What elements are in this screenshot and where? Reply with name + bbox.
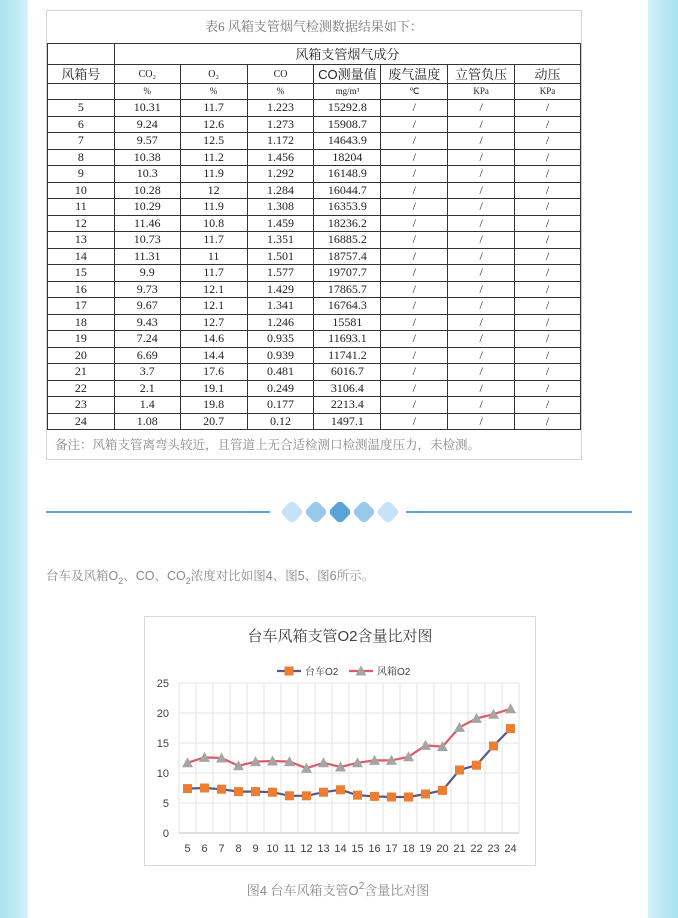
data-point bbox=[336, 785, 345, 794]
chart-title: 台车风箱支管O2含量比对图 bbox=[247, 628, 433, 645]
table-cell: 0.481 bbox=[247, 364, 314, 381]
table-row bbox=[48, 413, 581, 430]
table-cell: 10 bbox=[48, 182, 115, 199]
table-cell: 17865.7 bbox=[314, 281, 381, 298]
table-cell: / bbox=[448, 116, 515, 133]
right-decorative-border bbox=[648, 0, 678, 918]
table-cell: 20 bbox=[48, 347, 115, 364]
table-cell: 7 bbox=[48, 133, 115, 150]
divider-dot bbox=[280, 500, 304, 524]
unit-cell: % bbox=[247, 84, 314, 100]
table-cell: / bbox=[381, 380, 448, 397]
table-row bbox=[48, 281, 581, 298]
table-cell: / bbox=[515, 265, 581, 282]
table-cell: 11.9 bbox=[180, 199, 247, 216]
table-cell: 9.9 bbox=[114, 265, 180, 282]
unit-cell: ℃ bbox=[381, 84, 448, 100]
x-tick-label: 12 bbox=[300, 843, 313, 855]
table-cell: 0.249 bbox=[247, 380, 314, 397]
table-caption: 表6 风箱支管烟气检测数据结果如下： bbox=[205, 19, 423, 34]
x-tick-label: 24 bbox=[504, 843, 517, 855]
table-cell: 12.1 bbox=[180, 281, 247, 298]
data-table-container bbox=[46, 10, 582, 460]
table-cell: / bbox=[515, 364, 581, 381]
unit-cell: % bbox=[180, 84, 247, 100]
table-cell: 2.1 bbox=[114, 380, 180, 397]
table-cell: / bbox=[448, 149, 515, 166]
table-cell: / bbox=[381, 100, 448, 117]
x-tick-label: 8 bbox=[235, 843, 242, 855]
x-tick-label: 6 bbox=[201, 843, 208, 855]
table-cell: 0.939 bbox=[247, 347, 314, 364]
table-corner-cell bbox=[48, 44, 115, 65]
table-row bbox=[48, 265, 581, 282]
x-tick-label: 20 bbox=[436, 843, 449, 855]
table-cell: 7.24 bbox=[114, 331, 180, 348]
x-tick-label: 14 bbox=[334, 843, 347, 855]
unit-cell: % bbox=[114, 84, 180, 100]
data-point bbox=[302, 791, 311, 800]
table-cell: 18204 bbox=[314, 149, 381, 166]
y-tick-label: 10 bbox=[156, 768, 169, 780]
table-cell: 11 bbox=[180, 248, 247, 265]
table-cell: 20.7 bbox=[180, 413, 247, 430]
table-row bbox=[48, 116, 581, 133]
table-cell: 17 bbox=[48, 298, 115, 315]
table-cell: / bbox=[448, 397, 515, 414]
intro-subscript: 2 bbox=[185, 576, 191, 586]
table-row bbox=[48, 397, 581, 414]
table-cell: 11.7 bbox=[180, 232, 247, 249]
data-point bbox=[200, 784, 209, 793]
table-cell: / bbox=[448, 265, 515, 282]
figure-caption-text: 图4 台车风箱支管O bbox=[246, 883, 359, 898]
table-cell: 1.292 bbox=[247, 166, 314, 183]
col-header: CO₂ bbox=[114, 65, 180, 84]
table-cell: 10.29 bbox=[114, 199, 180, 216]
table-cell: / bbox=[515, 100, 581, 117]
table-cell: 9 bbox=[48, 166, 115, 183]
legend-marker bbox=[285, 667, 294, 676]
table-cell: 2213.4 bbox=[314, 397, 381, 414]
divider-dot bbox=[376, 500, 400, 524]
table-cell: 11.7 bbox=[180, 100, 247, 117]
table-note: 备注：风箱支管离弯头较近，且管道上无合适检测口检测温度压力，未检测。 bbox=[55, 438, 481, 452]
table-cell: / bbox=[381, 133, 448, 150]
table-cell: / bbox=[448, 413, 515, 430]
intro-text: 台车及风箱O bbox=[46, 569, 119, 583]
figure-caption-superscript: 2 bbox=[358, 881, 365, 892]
x-tick-label: 9 bbox=[252, 843, 259, 855]
col-header: CO测量值 bbox=[314, 65, 381, 84]
divider-dot bbox=[304, 500, 328, 524]
data-point bbox=[454, 722, 465, 732]
table-cell: 11741.2 bbox=[314, 347, 381, 364]
table-cell: / bbox=[381, 116, 448, 133]
table-row bbox=[48, 347, 581, 364]
table-cell: / bbox=[448, 232, 515, 249]
table-cell: 12 bbox=[180, 182, 247, 199]
table-cell: 16148.9 bbox=[314, 166, 381, 183]
table-cell: / bbox=[515, 281, 581, 298]
legend-label: 台车O2 bbox=[305, 667, 339, 678]
table-cell: / bbox=[515, 182, 581, 199]
table-row bbox=[48, 133, 581, 150]
table-row bbox=[48, 248, 581, 265]
data-point bbox=[455, 766, 464, 775]
table-cell: / bbox=[448, 215, 515, 232]
table-cell: / bbox=[448, 314, 515, 331]
table-cell: 0.935 bbox=[247, 331, 314, 348]
table-cell: / bbox=[381, 364, 448, 381]
data-point bbox=[489, 742, 498, 751]
table-cell: / bbox=[515, 248, 581, 265]
unit-cell: KPa bbox=[515, 84, 581, 100]
table-row bbox=[48, 100, 581, 117]
table-cell: / bbox=[515, 331, 581, 348]
col-header: CO bbox=[247, 65, 314, 84]
data-point bbox=[505, 703, 516, 713]
table-cell: 8 bbox=[48, 149, 115, 166]
data-point bbox=[251, 787, 260, 796]
table-cell: / bbox=[381, 182, 448, 199]
table-cell: 23 bbox=[48, 397, 115, 414]
intro-text: 浓度对比如图4、图5、图6所示。 bbox=[190, 569, 375, 583]
group-header: 风箱支管烟气成分 bbox=[114, 44, 580, 65]
data-point bbox=[403, 751, 414, 761]
divider-dot bbox=[328, 500, 352, 524]
col-header: 风箱号 bbox=[48, 65, 115, 84]
table-cell: / bbox=[381, 413, 448, 430]
table-cell: / bbox=[448, 199, 515, 216]
table-cell: 1.456 bbox=[247, 149, 314, 166]
table-cell: 22 bbox=[48, 380, 115, 397]
table-cell: / bbox=[381, 232, 448, 249]
table-cell: 1.459 bbox=[247, 215, 314, 232]
table-cell: 16 bbox=[48, 281, 115, 298]
table-cell: / bbox=[381, 149, 448, 166]
data-point bbox=[183, 784, 192, 793]
table-cell: / bbox=[515, 397, 581, 414]
table-cell: / bbox=[448, 100, 515, 117]
data-point bbox=[268, 788, 277, 797]
table-cell: 9.43 bbox=[114, 314, 180, 331]
table-cell: / bbox=[381, 215, 448, 232]
table-cell: 18236.2 bbox=[314, 215, 381, 232]
table-cell: / bbox=[448, 380, 515, 397]
data-point bbox=[506, 724, 515, 733]
table-cell: 9.24 bbox=[114, 116, 180, 133]
y-tick-label: 15 bbox=[156, 738, 169, 750]
x-tick-label: 11 bbox=[283, 843, 296, 855]
table-cell: / bbox=[381, 248, 448, 265]
table-cell: 1.4 bbox=[114, 397, 180, 414]
table-cell: / bbox=[515, 116, 581, 133]
unit-cell: KPa bbox=[448, 84, 515, 100]
table-row bbox=[48, 149, 581, 166]
data-point bbox=[421, 790, 430, 799]
intro-subscript: 2 bbox=[118, 576, 124, 586]
table-cell: 16044.7 bbox=[314, 182, 381, 199]
table-cell: 15581 bbox=[314, 314, 381, 331]
table-cell: / bbox=[448, 133, 515, 150]
table-cell: 11.46 bbox=[114, 215, 180, 232]
table-cell: 10.3 bbox=[114, 166, 180, 183]
table-cell: 9.67 bbox=[114, 298, 180, 315]
table-cell: 10.73 bbox=[114, 232, 180, 249]
data-point bbox=[387, 793, 396, 802]
table-cell: 15 bbox=[48, 265, 115, 282]
table-cell: 12.6 bbox=[180, 116, 247, 133]
table-row bbox=[48, 331, 581, 348]
flue-gas-table bbox=[47, 43, 581, 430]
table-cell: / bbox=[448, 248, 515, 265]
x-tick-label: 5 bbox=[184, 843, 191, 855]
table-cell: / bbox=[381, 331, 448, 348]
table-cell: / bbox=[515, 298, 581, 315]
table-cell: 1.501 bbox=[247, 248, 314, 265]
table-cell: / bbox=[448, 298, 515, 315]
table-cell: 18757.4 bbox=[314, 248, 381, 265]
table-cell: 13 bbox=[48, 232, 115, 249]
x-tick-label: 23 bbox=[487, 843, 500, 855]
table-cell: 18 bbox=[48, 314, 115, 331]
table-cell: 11.2 bbox=[180, 149, 247, 166]
table-cell: / bbox=[515, 232, 581, 249]
table-cell: 14.4 bbox=[180, 347, 247, 364]
table-cell: 14.6 bbox=[180, 331, 247, 348]
table-row bbox=[48, 166, 581, 183]
table-cell: 6016.7 bbox=[314, 364, 381, 381]
table-cell: / bbox=[381, 298, 448, 315]
table-cell: 16885.2 bbox=[314, 232, 381, 249]
table-cell: / bbox=[448, 331, 515, 348]
y-tick-label: 5 bbox=[162, 798, 169, 810]
table-cell: 1.577 bbox=[247, 265, 314, 282]
x-tick-label: 21 bbox=[453, 843, 466, 855]
table-cell: 0.12 bbox=[247, 413, 314, 430]
data-point bbox=[370, 792, 379, 801]
table-cell: 16764.3 bbox=[314, 298, 381, 315]
y-tick-label: 25 bbox=[156, 678, 169, 690]
table-cell: 5 bbox=[48, 100, 115, 117]
x-tick-label: 16 bbox=[368, 843, 381, 855]
table-cell: / bbox=[515, 133, 581, 150]
intro-text: 、CO、CO bbox=[123, 569, 186, 583]
table-row bbox=[48, 298, 581, 315]
table-row bbox=[48, 215, 581, 232]
table-cell: 1.284 bbox=[247, 182, 314, 199]
table-cell: / bbox=[515, 149, 581, 166]
legend-label: 风箱O2 bbox=[377, 667, 411, 678]
table-cell: 21 bbox=[48, 364, 115, 381]
data-point bbox=[285, 791, 294, 800]
divider-dot bbox=[352, 500, 376, 524]
table-cell: 1.08 bbox=[114, 413, 180, 430]
table-cell: / bbox=[515, 215, 581, 232]
table-cell: / bbox=[448, 364, 515, 381]
col-header: O₂ bbox=[180, 65, 247, 84]
unit-cell bbox=[48, 84, 115, 100]
table-cell: 3.7 bbox=[114, 364, 180, 381]
table-cell: 0.177 bbox=[247, 397, 314, 414]
table-cell: 19.1 bbox=[180, 380, 247, 397]
table-cell: 11693.1 bbox=[314, 331, 381, 348]
data-point bbox=[404, 793, 413, 802]
table-row bbox=[48, 199, 581, 216]
table-cell: 1.273 bbox=[247, 116, 314, 133]
data-point bbox=[438, 786, 447, 795]
table-cell: / bbox=[381, 397, 448, 414]
table-cell: / bbox=[381, 265, 448, 282]
table-cell: / bbox=[381, 281, 448, 298]
data-point bbox=[234, 787, 243, 796]
table-cell: 19.8 bbox=[180, 397, 247, 414]
y-tick-label: 0 bbox=[162, 828, 169, 840]
divider-line-left bbox=[46, 511, 270, 513]
x-tick-label: 18 bbox=[402, 843, 415, 855]
table-cell: / bbox=[515, 347, 581, 364]
table-cell: / bbox=[515, 314, 581, 331]
table-row bbox=[48, 182, 581, 199]
table-cell: 10.31 bbox=[114, 100, 180, 117]
table-cell: 1.308 bbox=[247, 199, 314, 216]
table-cell: / bbox=[515, 380, 581, 397]
x-tick-label: 10 bbox=[266, 843, 279, 855]
table-cell: 19 bbox=[48, 331, 115, 348]
data-point bbox=[318, 757, 329, 767]
table-cell: 19707.7 bbox=[314, 265, 381, 282]
table-row bbox=[48, 380, 581, 397]
table-cell: 11.7 bbox=[180, 265, 247, 282]
data-point bbox=[217, 785, 226, 794]
divider-dots bbox=[281, 500, 401, 524]
table-cell: 9.73 bbox=[114, 281, 180, 298]
table-cell: 6 bbox=[48, 116, 115, 133]
col-header: 废气温度 bbox=[381, 65, 448, 84]
table-cell: / bbox=[381, 166, 448, 183]
table-cell: / bbox=[515, 413, 581, 430]
table-cell: 16353.9 bbox=[314, 199, 381, 216]
col-header: 动压 bbox=[515, 65, 581, 84]
table-row bbox=[48, 232, 581, 249]
table-cell: 24 bbox=[48, 413, 115, 430]
table-cell: 1497.1 bbox=[314, 413, 381, 430]
table-cell: 10.28 bbox=[114, 182, 180, 199]
table-row bbox=[48, 314, 581, 331]
x-tick-label: 17 bbox=[385, 843, 398, 855]
table-cell: / bbox=[515, 199, 581, 216]
table-cell: 1.223 bbox=[247, 100, 314, 117]
figure-caption bbox=[28, 880, 648, 899]
table-cell: / bbox=[515, 166, 581, 183]
table-cell: 12.5 bbox=[180, 133, 247, 150]
table-cell: 17.6 bbox=[180, 364, 247, 381]
table-cell: 9.57 bbox=[114, 133, 180, 150]
table-cell: / bbox=[381, 199, 448, 216]
x-tick-label: 19 bbox=[419, 843, 432, 855]
x-tick-label: 22 bbox=[470, 843, 483, 855]
table-cell: 11 bbox=[48, 199, 115, 216]
col-header: 立管负压 bbox=[448, 65, 515, 84]
data-point bbox=[319, 788, 328, 797]
table-cell: 1.246 bbox=[247, 314, 314, 331]
table-cell: 15292.8 bbox=[314, 100, 381, 117]
table-cell: 15908.7 bbox=[314, 116, 381, 133]
table-cell: 1.429 bbox=[247, 281, 314, 298]
table-cell: / bbox=[381, 314, 448, 331]
figure-caption-text: 含量比对图 bbox=[364, 883, 430, 898]
table-cell: 10.38 bbox=[114, 149, 180, 166]
table-cell: 12 bbox=[48, 215, 115, 232]
table-cell: 1.341 bbox=[247, 298, 314, 315]
table-cell: / bbox=[448, 166, 515, 183]
divider-line-right bbox=[406, 511, 632, 513]
table-cell: 1.172 bbox=[247, 133, 314, 150]
table-cell: 12.7 bbox=[180, 314, 247, 331]
x-tick-label: 15 bbox=[351, 843, 364, 855]
table-row bbox=[48, 364, 581, 381]
table-cell: / bbox=[448, 281, 515, 298]
unit-cell: mg/m³ bbox=[314, 84, 381, 100]
table-cell: 14 bbox=[48, 248, 115, 265]
x-tick-label: 7 bbox=[218, 843, 225, 855]
table-cell: 11.9 bbox=[180, 166, 247, 183]
table-cell: / bbox=[448, 182, 515, 199]
table-cell: 6.69 bbox=[114, 347, 180, 364]
table-cell: 10.8 bbox=[180, 215, 247, 232]
o2-comparison-chart bbox=[144, 616, 536, 866]
chart-svg bbox=[145, 617, 535, 865]
table-cell: 1.351 bbox=[247, 232, 314, 249]
intro-paragraph bbox=[46, 566, 374, 586]
table-cell: 12.1 bbox=[180, 298, 247, 315]
y-tick-label: 20 bbox=[156, 708, 169, 720]
table-cell: 3106.4 bbox=[314, 380, 381, 397]
table-cell: 11.31 bbox=[114, 248, 180, 265]
article-page bbox=[28, 0, 648, 918]
left-decorative-border bbox=[0, 0, 28, 918]
data-point bbox=[472, 761, 481, 770]
table-cell: / bbox=[448, 347, 515, 364]
data-point bbox=[353, 791, 362, 800]
x-tick-label: 13 bbox=[317, 843, 330, 855]
table-cell: 14643.9 bbox=[314, 133, 381, 150]
table-cell: / bbox=[381, 347, 448, 364]
